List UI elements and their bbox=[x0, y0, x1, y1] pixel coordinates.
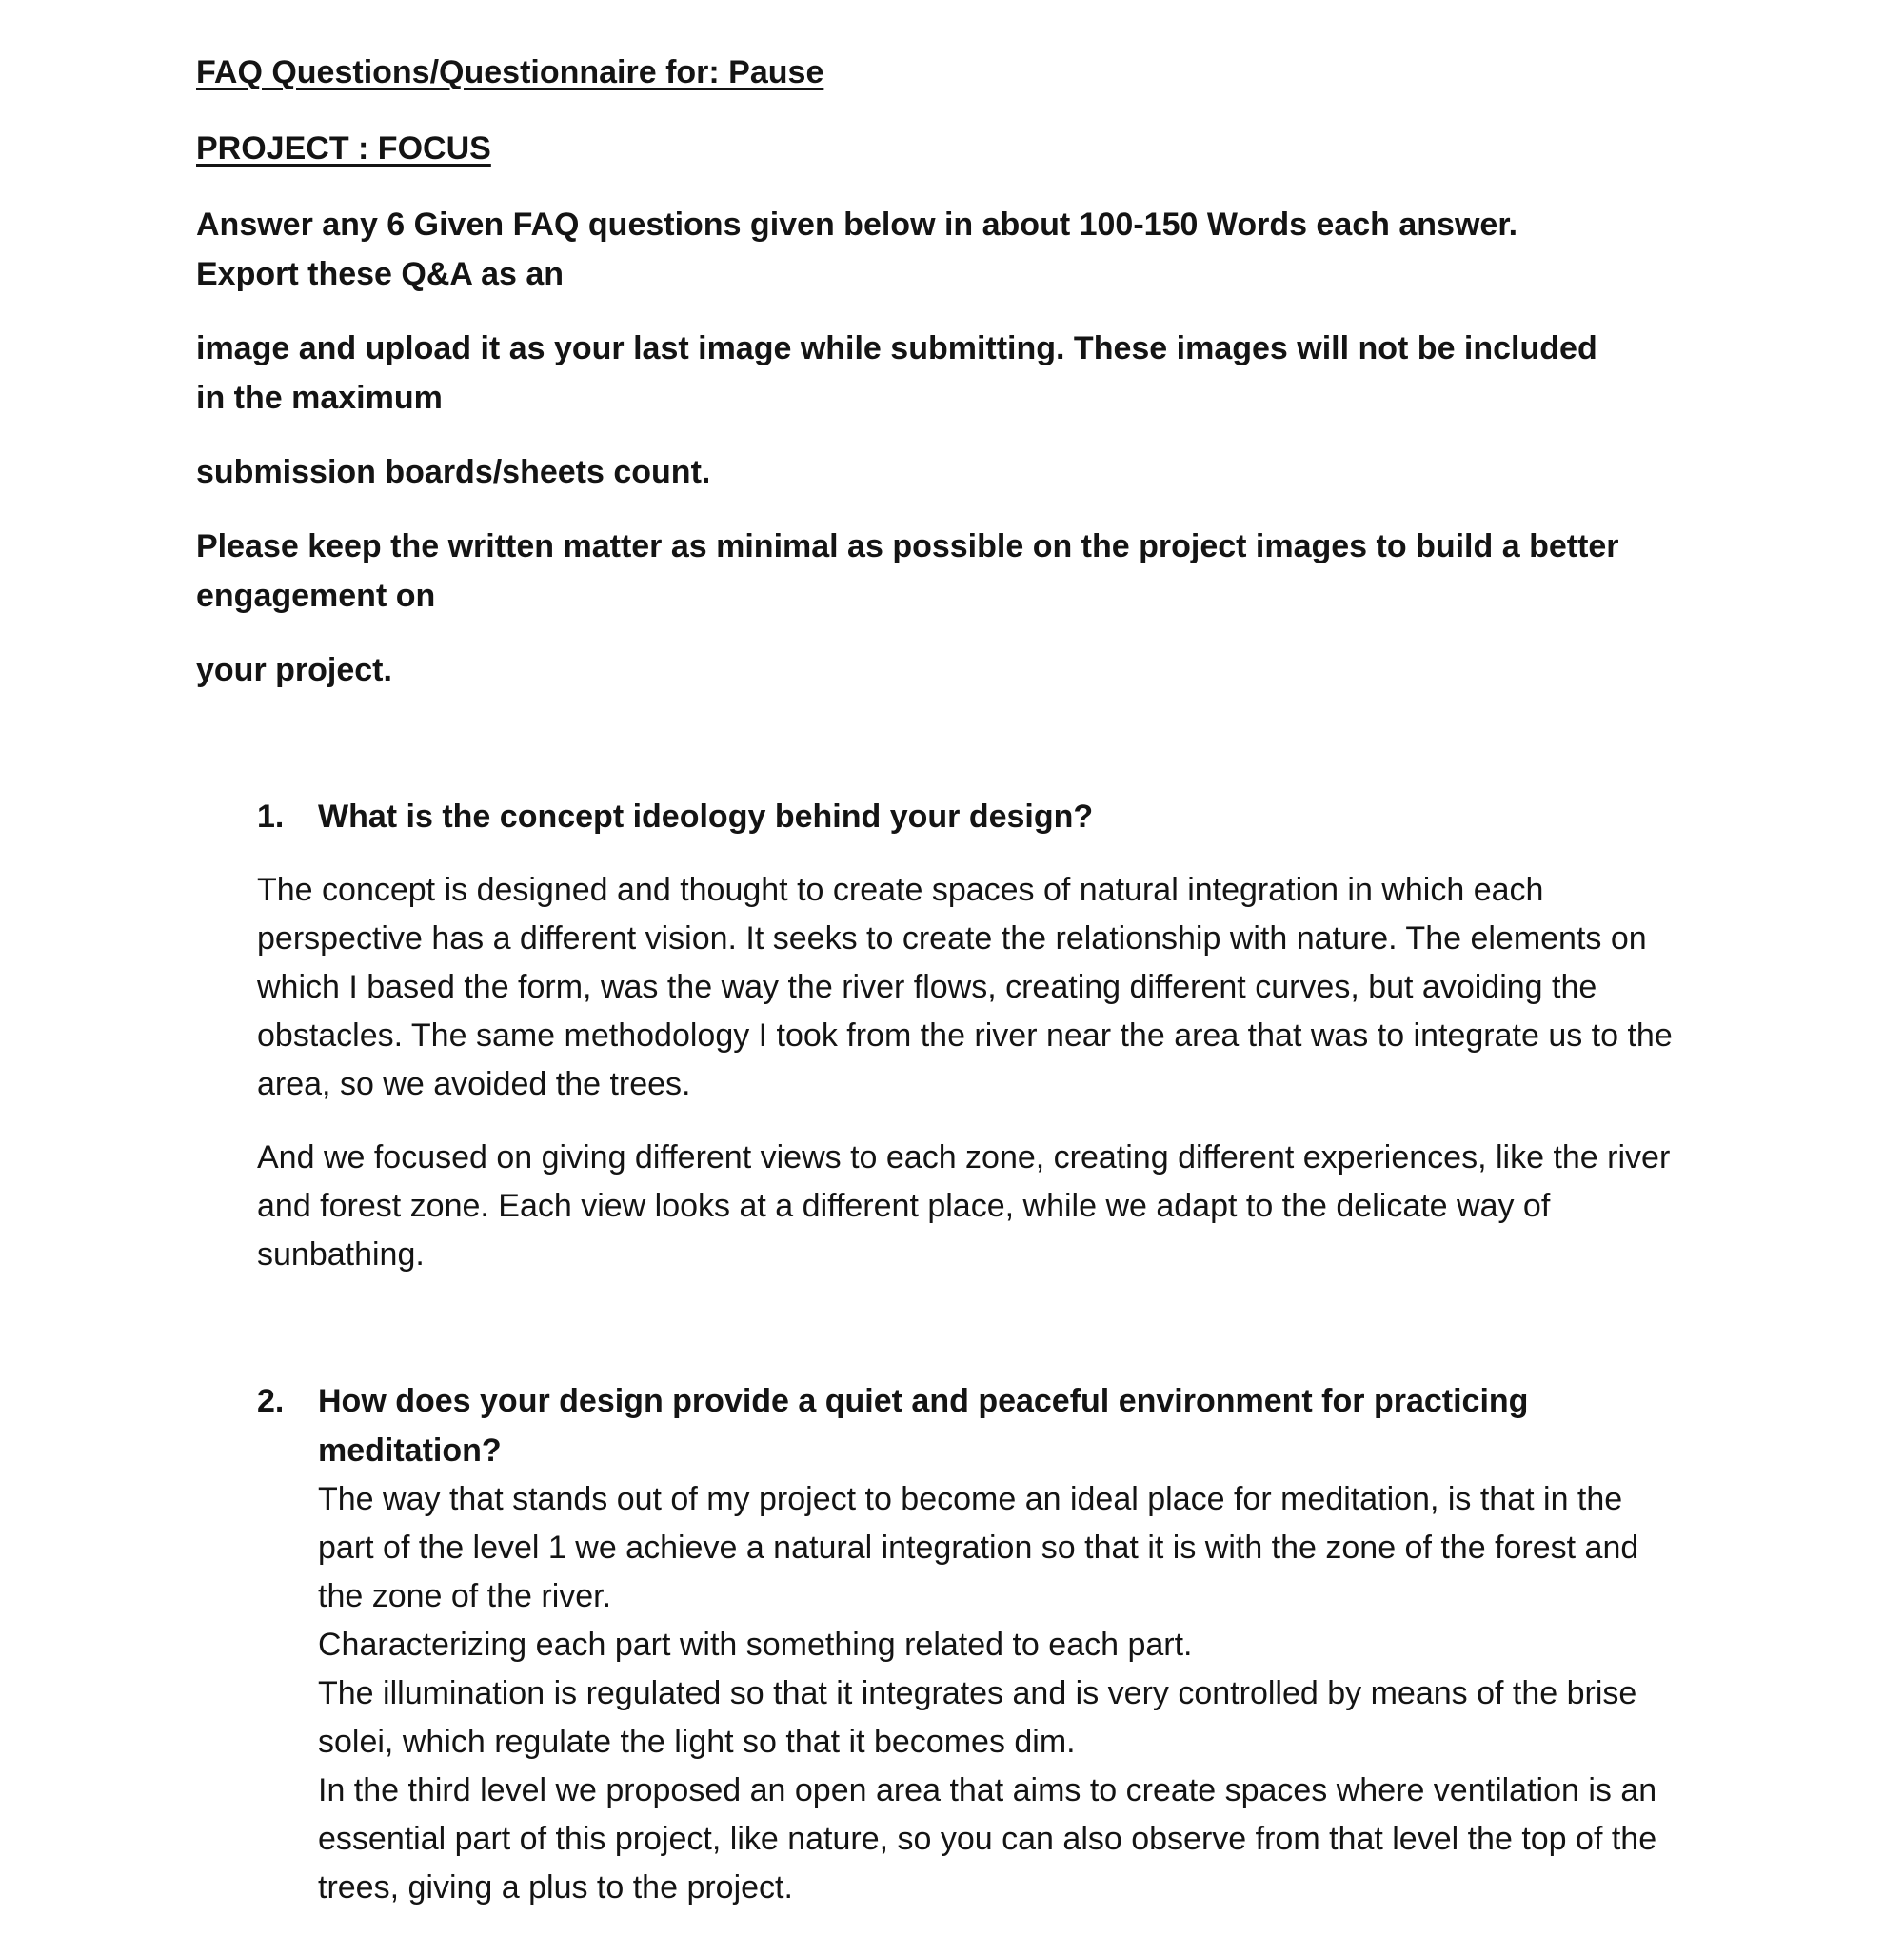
project-name bbox=[196, 124, 1681, 173]
instruction-paragraph: your project. bbox=[196, 652, 392, 688]
document-page bbox=[196, 48, 1681, 1912]
answer-paragraph: And we focused on giving different views to each zone, creating different experiences, like the river and forest zone. Each view looks at a different place, while we adapt to the delicate way of sunbathing. bbox=[257, 1139, 1671, 1273]
faq-answer-2 bbox=[318, 1475, 1685, 1912]
question-text: What is the concept ideology behind your design? bbox=[318, 799, 1094, 835]
instruction-paragraph: image and upload it as your last image while submitting. These images will not be included in the maximum bbox=[196, 330, 1597, 416]
answer-paragraph: The concept is designed and thought to create spaces of natural integration in which each perspective has a different vision. It seeks to create the relationship with nature. The elements on which I based the form, was the way the river flows, creating different curves, but avoiding the obstacles. The same methodology I took from the river near the area that was to integrate us to the area, so we avoided the trees. bbox=[257, 872, 1673, 1102]
answer-paragraph: Characterizing each part with something related to each part. bbox=[318, 1627, 1193, 1663]
faq-question-2 bbox=[257, 1376, 1685, 1475]
instructions bbox=[196, 200, 1624, 695]
project-name-text: PROJECT : FOCUS bbox=[196, 130, 491, 167]
faq-item-1 bbox=[257, 792, 1685, 1279]
question-number: 2. bbox=[257, 1383, 285, 1419]
instruction-paragraph: Answer any 6 Given FAQ questions given below in about 100-150 Words each answer. Export these Q&A as an bbox=[196, 207, 1518, 292]
faq-question-1 bbox=[257, 792, 1685, 841]
answer-paragraph: In the third level we proposed an open area that aims to create spaces where ventilation is an essential part of this project, like nature, so you can also observe from that level the top of the trees, giving a plus to the project. bbox=[318, 1772, 1657, 1906]
document-title bbox=[196, 48, 1681, 97]
answer-paragraph: The way that stands out of my project to become an ideal place for meditation, is that in the part of the level 1 we achieve a natural integration so that it is with the zone of the forest and the zone of the river. bbox=[318, 1481, 1639, 1614]
question-text: How does your design provide a quiet and peaceful environment for practicing meditation? bbox=[318, 1383, 1529, 1469]
question-number: 1. bbox=[257, 799, 285, 835]
instruction-paragraph: submission boards/sheets count. bbox=[196, 454, 711, 490]
faq-item-2 bbox=[257, 1376, 1685, 1912]
document-title-text: FAQ Questions/Questionnaire for: Pause bbox=[196, 54, 824, 90]
instruction-paragraph: Please keep the written matter as minimal as possible on the project images to build a better engagement on bbox=[196, 528, 1619, 614]
answer-paragraph: The illumination is regulated so that it integrates and is very controlled by means of the brise solei, which regulate the light so that it becomes dim. bbox=[318, 1675, 1637, 1760]
